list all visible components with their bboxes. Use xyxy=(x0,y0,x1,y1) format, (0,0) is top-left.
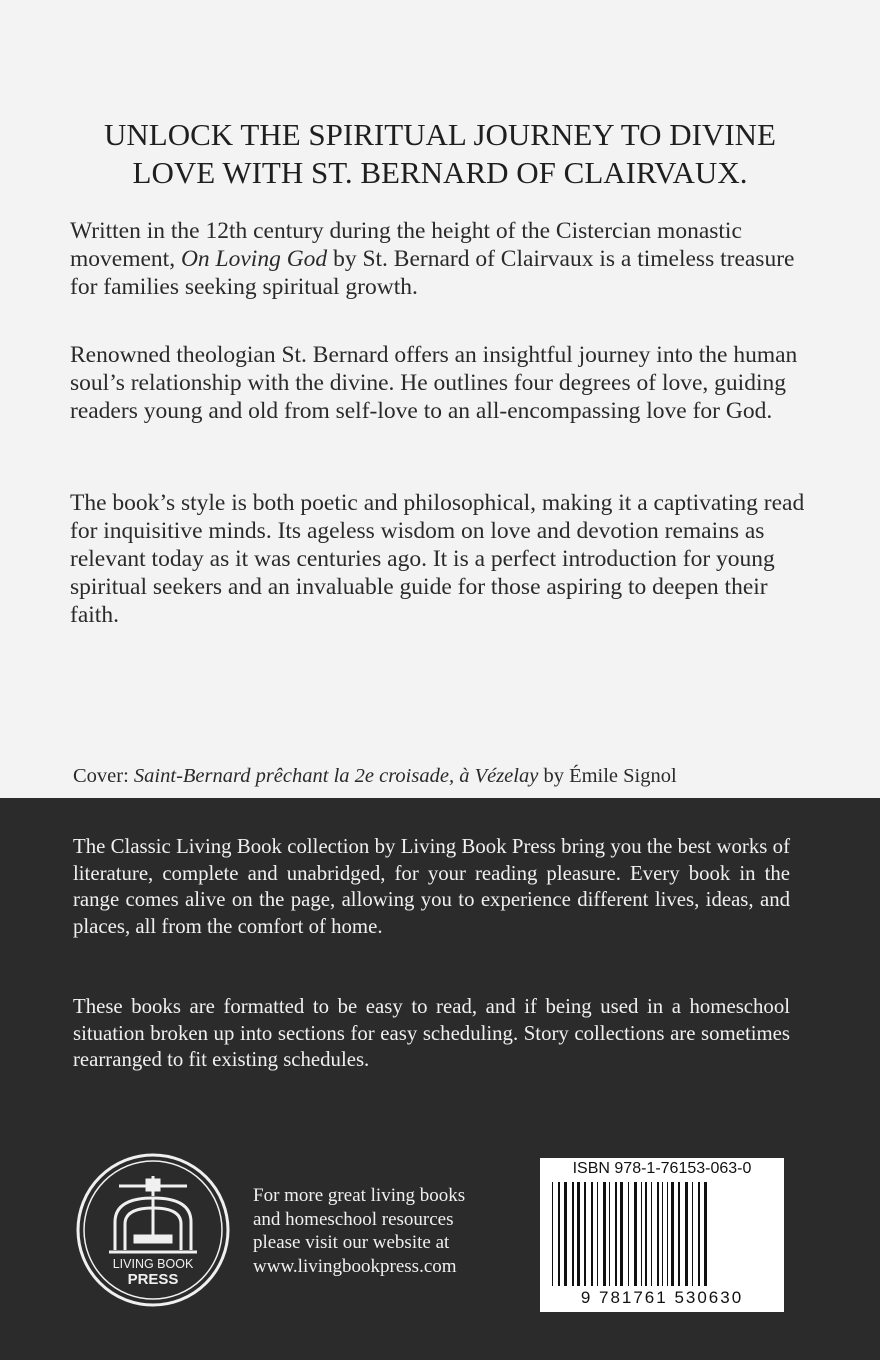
cover-credit-prefix: Cover: xyxy=(73,765,134,787)
barcode-digits: 9 781761 530630 xyxy=(580,1288,744,1307)
barcode-bars xyxy=(548,1182,776,1286)
description-paragraph-3: The book’s style is both poetic and philosophical, making it a captivating read for inquisitive minds. Its ageless wisdom on love and devotion remains as relevant today as it was centuries ago. It is a perfect introduction for young spiritual seekers and an invaluable guide for those aspiring to deepen their faith. xyxy=(70,490,805,628)
p1-text-before: Written in the 12th century during the height of the Cistercian monastic movement, xyxy=(70,218,742,272)
logo-text-line2: PRESS xyxy=(127,1271,179,1288)
website-url: www.livingbookpress.com xyxy=(253,1255,457,1277)
headline: UNLOCK THE SPIRITUAL JOURNEY TO DIVINE LOVE WITH ST. BERNARD OF CLAIRVAUX. xyxy=(104,117,776,190)
description-paragraph-1 xyxy=(70,217,810,301)
book-press-icon xyxy=(109,1176,197,1252)
isbn-label: ISBN 978-1-76153-063-0 xyxy=(572,1160,752,1177)
series-paragraph-1: The Classic Living Book collection by Living Book Press bring you the best works of literature, complete and unabridged, for your reading pleasure. Every book in the range comes alive on the page, allowing you to experience different lives, ideas, and places, all from the comfort of home. xyxy=(73,835,790,938)
publisher-logo xyxy=(75,1152,231,1308)
isbn-barcode xyxy=(540,1158,784,1312)
p1-text-after: by St. Bernard of Clairvaux is a timeless treasure for families seeking spiritual growth. xyxy=(70,246,795,300)
logo-text-line1: LIVING BOOK xyxy=(112,1257,194,1271)
description-paragraph-2: Renowned theologian St. Bernard offers an insightful journey into the human soul’s relationship with the divine. He outlines four degrees of love, guiding readers young and old from self-love to an all-encompassing love for God. xyxy=(70,342,798,424)
series-paragraph-2: These books are formatted to be easy to read, and if being used in a homeschool situation broken up into sections for easy scheduling. Story collections are sometimes rearranged to fit existing schedules. xyxy=(73,995,790,1071)
website-promo xyxy=(253,1184,513,1278)
cover-credit-artist: by Émile Signol xyxy=(538,765,677,787)
book-title: On Loving God xyxy=(180,246,328,272)
promo-line-3: please visit our website at xyxy=(253,1232,450,1253)
cover-credit xyxy=(73,763,833,789)
promo-line-1: For more great living books xyxy=(253,1185,466,1206)
promo-line-2: and homeschool resources xyxy=(253,1208,454,1230)
cover-artwork-title: Saint-Bernard prêchant la 2e croisade, à Vézelay xyxy=(133,765,539,787)
